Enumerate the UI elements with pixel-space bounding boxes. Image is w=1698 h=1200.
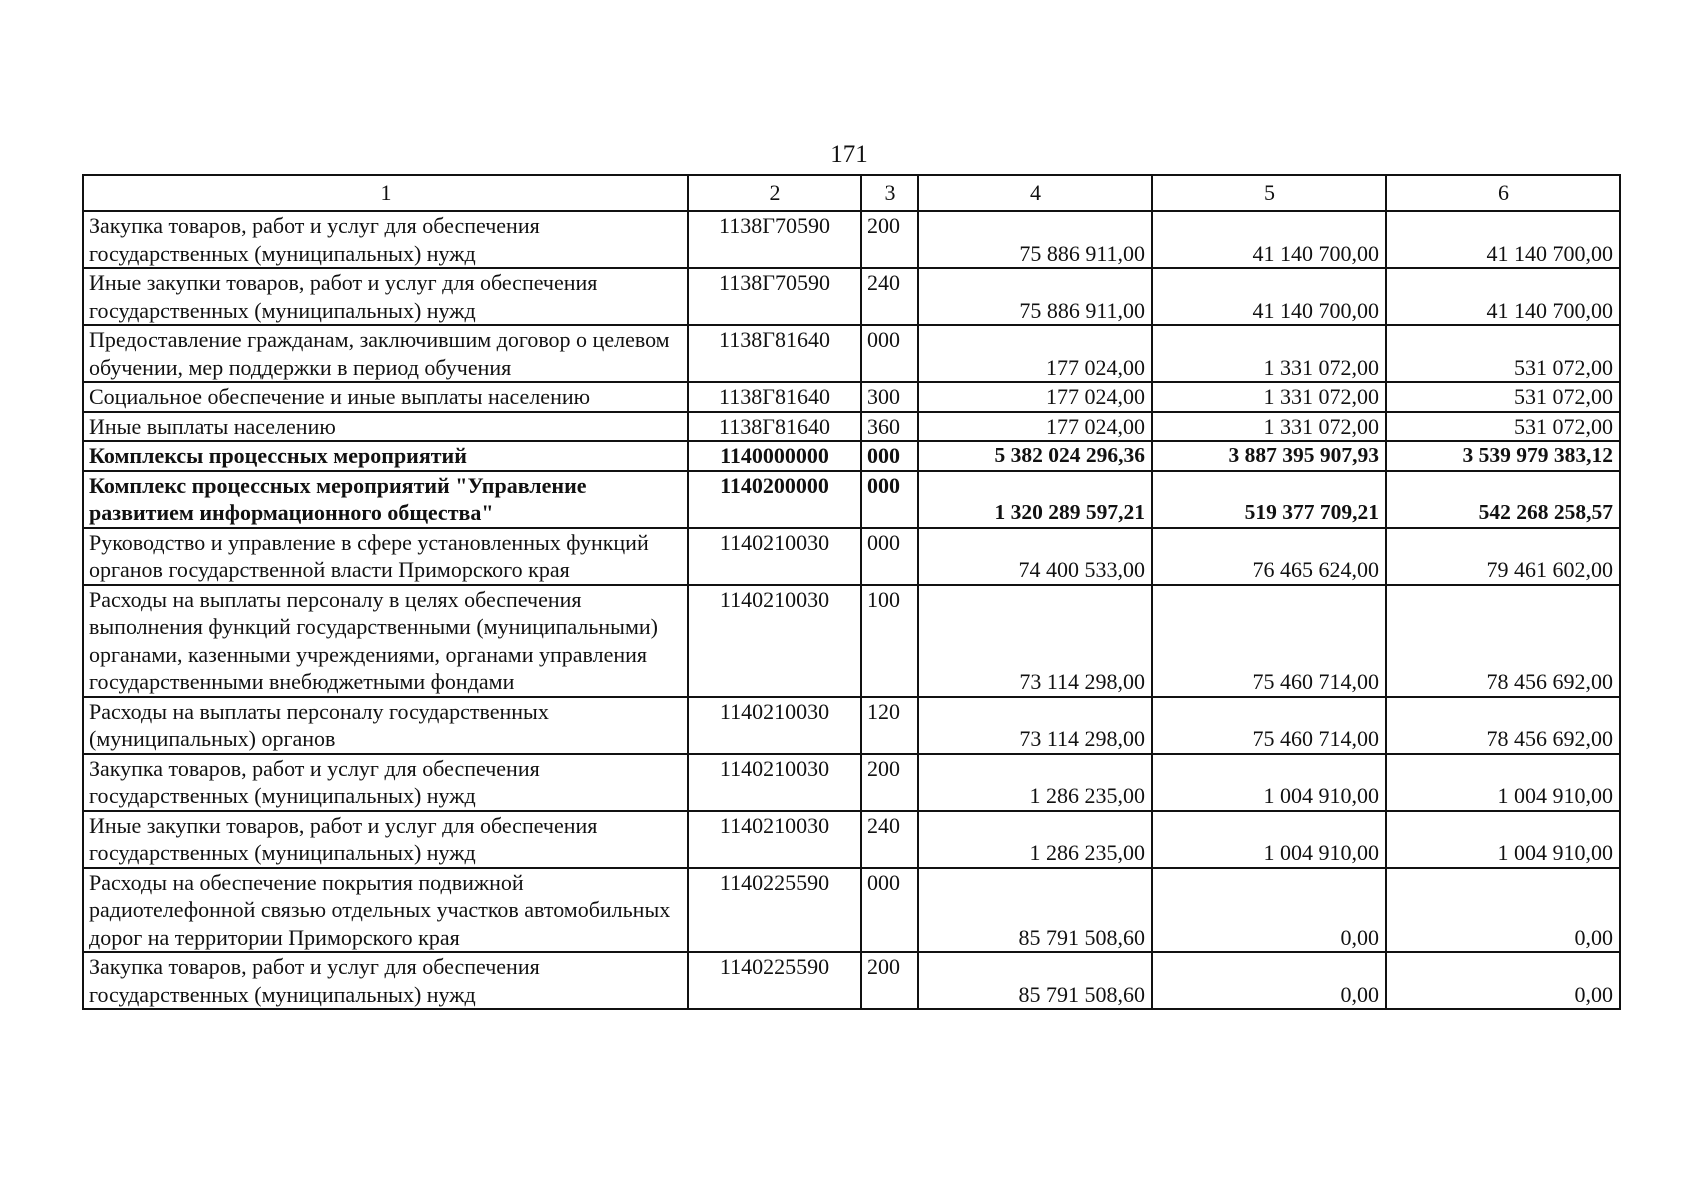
item-name-cell: Предоставление гражданам, заключившим договор о целевом обучении, мер поддержки в период обучения: [83, 325, 688, 382]
amount-col-5-cell: 75 460 714,00: [1152, 697, 1386, 754]
target-code-cell: 1140210030: [688, 697, 861, 754]
amount-col-4-cell: 5 382 024 296,36: [918, 441, 1152, 471]
target-code-cell: 1140210030: [688, 811, 861, 868]
amount-col-6-cell: 79 461 602,00: [1386, 528, 1620, 585]
amount-col-4-cell: 1 286 235,00: [918, 811, 1152, 868]
table-row: [83, 441, 1620, 471]
amount-col-5-cell: 0,00: [1152, 952, 1386, 1009]
target-code-cell: 1140225590: [688, 868, 861, 953]
target-code-cell: 1138Г81640: [688, 412, 861, 442]
expense-type-cell: 240: [861, 268, 918, 325]
amount-col-5-cell: 1 331 072,00: [1152, 412, 1386, 442]
item-name-cell: Расходы на обеспечение покрытия подвижной радиотелефонной связью отдельных участков автомобильных дорог на территории Приморского края: [83, 868, 688, 953]
amount-col-6-cell: 78 456 692,00: [1386, 697, 1620, 754]
amount-col-5-cell: 41 140 700,00: [1152, 211, 1386, 268]
header-col-4: 4: [918, 175, 1152, 211]
amount-col-5-cell: 41 140 700,00: [1152, 268, 1386, 325]
table-row: [83, 211, 1620, 268]
amount-col-4-cell: 1 286 235,00: [918, 754, 1152, 811]
expense-type-cell: 240: [861, 811, 918, 868]
header-col-3: 3: [861, 175, 918, 211]
item-name-cell: Комплексы процессных мероприятий: [83, 441, 688, 471]
amount-col-5-cell: 76 465 624,00: [1152, 528, 1386, 585]
amount-col-5-cell: 1 331 072,00: [1152, 382, 1386, 412]
amount-col-6-cell: 41 140 700,00: [1386, 211, 1620, 268]
table-row: [83, 754, 1620, 811]
target-code-cell: 1138Г70590: [688, 211, 861, 268]
expense-type-cell: 200: [861, 754, 918, 811]
expense-type-cell: 300: [861, 382, 918, 412]
amount-col-5-cell: 1 331 072,00: [1152, 325, 1386, 382]
item-name-cell: Закупка товаров, работ и услуг для обеспечения государственных (муниципальных) нужд: [83, 952, 688, 1009]
page-number: 171: [830, 141, 868, 168]
amount-col-6-cell: 531 072,00: [1386, 382, 1620, 412]
table-row: [83, 811, 1620, 868]
amount-col-4-cell: 85 791 508,60: [918, 868, 1152, 953]
table-row: [83, 412, 1620, 442]
header-col-1: 1: [83, 175, 688, 211]
amount-col-6-cell: 78 456 692,00: [1386, 585, 1620, 697]
table-body: [83, 211, 1620, 1009]
table-row: [83, 697, 1620, 754]
amount-col-4-cell: 75 886 911,00: [918, 211, 1152, 268]
amount-col-6-cell: 531 072,00: [1386, 325, 1620, 382]
header-col-5: 5: [1152, 175, 1386, 211]
item-name-cell: Руководство и управление в сфере установленных функций органов государственной власти Приморского края: [83, 528, 688, 585]
table-row: [83, 528, 1620, 585]
expense-type-cell: 120: [861, 697, 918, 754]
expense-type-cell: 000: [861, 868, 918, 953]
amount-col-4-cell: 1 320 289 597,21: [918, 471, 1152, 528]
item-name-cell: Иные закупки товаров, работ и услуг для обеспечения государственных (муниципальных) нужд: [83, 268, 688, 325]
expense-type-cell: 100: [861, 585, 918, 697]
amount-col-6-cell: 542 268 258,57: [1386, 471, 1620, 528]
amount-col-5-cell: 75 460 714,00: [1152, 585, 1386, 697]
expense-type-cell: 200: [861, 211, 918, 268]
amount-col-4-cell: 177 024,00: [918, 382, 1152, 412]
amount-col-4-cell: 74 400 533,00: [918, 528, 1152, 585]
item-name-cell: Социальное обеспечение и иные выплаты населению: [83, 382, 688, 412]
amount-col-4-cell: 177 024,00: [918, 325, 1152, 382]
target-code-cell: 1140200000: [688, 471, 861, 528]
amount-col-6-cell: 41 140 700,00: [1386, 268, 1620, 325]
item-name-cell: Иные выплаты населению: [83, 412, 688, 442]
target-code-cell: 1140225590: [688, 952, 861, 1009]
amount-col-6-cell: 531 072,00: [1386, 412, 1620, 442]
amount-col-5-cell: 519 377 709,21: [1152, 471, 1386, 528]
budget-table: [82, 174, 1621, 1010]
amount-col-6-cell: 3 539 979 383,12: [1386, 441, 1620, 471]
item-name-cell: Закупка товаров, работ и услуг для обеспечения государственных (муниципальных) нужд: [83, 754, 688, 811]
expense-type-cell: 360: [861, 412, 918, 442]
table-row: [83, 325, 1620, 382]
header-row: [83, 175, 1620, 211]
target-code-cell: 1138Г81640: [688, 382, 861, 412]
item-name-cell: Расходы на выплаты персоналу государственных (муниципальных) органов: [83, 697, 688, 754]
expense-type-cell: 000: [861, 471, 918, 528]
amount-col-4-cell: 73 114 298,00: [918, 585, 1152, 697]
amount-col-4-cell: 177 024,00: [918, 412, 1152, 442]
expense-type-cell: 000: [861, 528, 918, 585]
amount-col-6-cell: 1 004 910,00: [1386, 811, 1620, 868]
table-header: [83, 175, 1620, 211]
amount-col-4-cell: 75 886 911,00: [918, 268, 1152, 325]
amount-col-6-cell: 1 004 910,00: [1386, 754, 1620, 811]
item-name-cell: Закупка товаров, работ и услуг для обеспечения государственных (муниципальных) нужд: [83, 211, 688, 268]
item-name-cell: Расходы на выплаты персоналу в целях обеспечения выполнения функций государственными (муниципальными) органами, казенными учреждениями, органами управления государственными внебюджетными фондами: [83, 585, 688, 697]
table-row: [83, 382, 1620, 412]
amount-col-5-cell: 0,00: [1152, 868, 1386, 953]
amount-col-5-cell: 1 004 910,00: [1152, 811, 1386, 868]
amount-col-4-cell: 73 114 298,00: [918, 697, 1152, 754]
target-code-cell: 1138Г81640: [688, 325, 861, 382]
amount-col-4-cell: 85 791 508,60: [918, 952, 1152, 1009]
item-name-cell: Комплекс процессных мероприятий "Управление развитием информационного общества": [83, 471, 688, 528]
amount-col-5-cell: 3 887 395 907,93: [1152, 441, 1386, 471]
table-row: [83, 268, 1620, 325]
target-code-cell: 1138Г70590: [688, 268, 861, 325]
table-row: [83, 868, 1620, 953]
target-code-cell: 1140210030: [688, 754, 861, 811]
item-name-cell: Иные закупки товаров, работ и услуг для обеспечения государственных (муниципальных) нужд: [83, 811, 688, 868]
expense-type-cell: 000: [861, 441, 918, 471]
target-code-cell: 1140210030: [688, 528, 861, 585]
table-row: [83, 585, 1620, 697]
table-row: [83, 952, 1620, 1009]
amount-col-5-cell: 1 004 910,00: [1152, 754, 1386, 811]
header-col-2: 2: [688, 175, 861, 211]
header-col-6: 6: [1386, 175, 1620, 211]
target-code-cell: 1140000000: [688, 441, 861, 471]
table-row: [83, 471, 1620, 528]
expense-type-cell: 200: [861, 952, 918, 1009]
target-code-cell: 1140210030: [688, 585, 861, 697]
expense-type-cell: 000: [861, 325, 918, 382]
amount-col-6-cell: 0,00: [1386, 952, 1620, 1009]
amount-col-6-cell: 0,00: [1386, 868, 1620, 953]
